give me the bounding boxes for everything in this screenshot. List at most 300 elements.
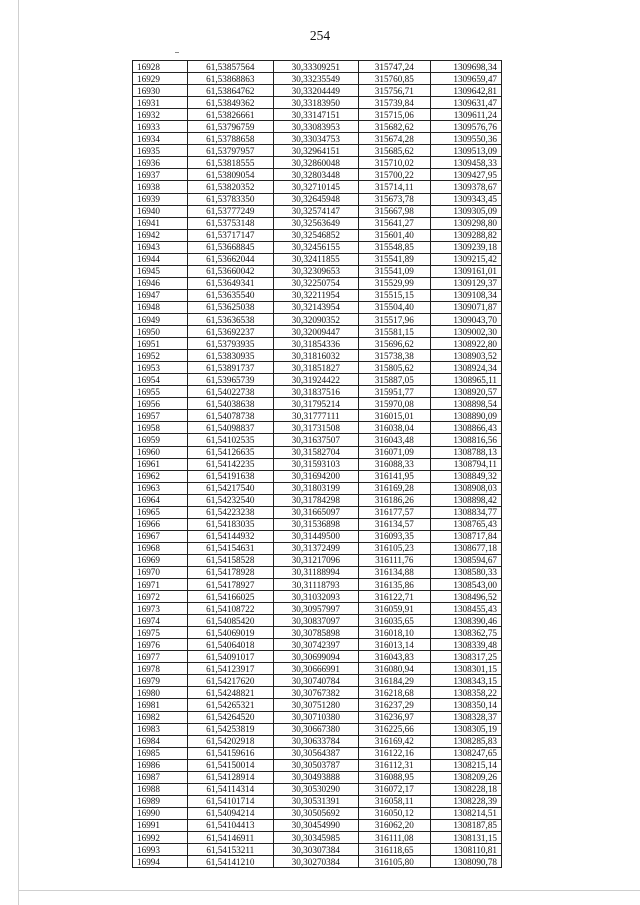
latitude-cell: 61,54141210 — [188, 856, 274, 868]
latitude-cell: 61,54126635 — [188, 446, 274, 458]
longitude-cell: 30,32546852 — [273, 229, 359, 241]
longitude-cell: 30,30454990 — [273, 819, 359, 831]
point-number-cell: 16994 — [133, 856, 188, 868]
y-coordinate-cell: 1308301,15 — [430, 663, 502, 675]
point-number-cell: 16992 — [133, 832, 188, 844]
y-coordinate-cell: 1308317,25 — [430, 651, 502, 663]
point-number-cell: 16949 — [133, 313, 188, 325]
table-row — [133, 795, 502, 807]
longitude-cell: 30,31372499 — [273, 542, 359, 554]
x-coordinate-cell: 315805,62 — [359, 362, 430, 374]
longitude-cell: 30,30633784 — [273, 735, 359, 747]
longitude-cell: 30,30740784 — [273, 675, 359, 687]
latitude-cell: 61,54153211 — [188, 844, 274, 856]
point-number-cell: 16964 — [133, 494, 188, 506]
table-row — [133, 121, 502, 133]
point-number-cell: 16956 — [133, 398, 188, 410]
longitude-cell: 30,30307384 — [273, 844, 359, 856]
table-row — [133, 446, 502, 458]
point-number-cell: 16978 — [133, 663, 188, 675]
x-coordinate-cell: 315641,27 — [359, 217, 430, 229]
point-number-cell: 16973 — [133, 603, 188, 615]
y-coordinate-cell: 1308834,77 — [430, 506, 502, 518]
x-coordinate-cell: 316134,57 — [359, 518, 430, 530]
longitude-cell: 30,30837097 — [273, 615, 359, 627]
x-coordinate-cell: 315517,96 — [359, 313, 430, 325]
x-coordinate-cell: 316080,94 — [359, 663, 430, 675]
x-coordinate-cell: 315674,28 — [359, 133, 430, 145]
longitude-cell: 30,32411855 — [273, 253, 359, 265]
latitude-cell: 61,53809054 — [188, 169, 274, 181]
x-coordinate-cell: 315970,08 — [359, 398, 430, 410]
latitude-cell: 61,53818555 — [188, 157, 274, 169]
y-coordinate-cell: 1308677,18 — [430, 542, 502, 554]
latitude-cell: 61,53797957 — [188, 145, 274, 157]
latitude-cell: 61,54078738 — [188, 410, 274, 422]
longitude-cell: 30,30503787 — [273, 759, 359, 771]
longitude-cell: 30,32309653 — [273, 265, 359, 277]
point-number-cell: 16984 — [133, 735, 188, 747]
y-coordinate-cell: 1308594,67 — [430, 554, 502, 566]
longitude-cell: 30,31665097 — [273, 506, 359, 518]
x-coordinate-cell: 316111,76 — [359, 554, 430, 566]
latitude-cell: 61,53793935 — [188, 338, 274, 350]
y-coordinate-cell: 1309427,95 — [430, 169, 502, 181]
point-number-cell: 16975 — [133, 627, 188, 639]
longitude-cell: 30,32250754 — [273, 277, 359, 289]
x-coordinate-cell: 315739,84 — [359, 97, 430, 109]
x-coordinate-cell: 316058,11 — [359, 795, 430, 807]
table-row — [133, 434, 502, 446]
x-coordinate-cell: 316112,31 — [359, 759, 430, 771]
latitude-cell: 61,54178927 — [188, 579, 274, 591]
latitude-cell: 61,53864762 — [188, 85, 274, 97]
latitude-cell: 61,54064018 — [188, 639, 274, 651]
table-row — [133, 699, 502, 711]
table-row — [133, 217, 502, 229]
latitude-cell: 61,53692237 — [188, 326, 274, 338]
table-row — [133, 229, 502, 241]
longitude-cell: 30,31032093 — [273, 591, 359, 603]
latitude-cell: 61,54166025 — [188, 591, 274, 603]
x-coordinate-cell: 315756,71 — [359, 85, 430, 97]
x-coordinate-cell: 315667,98 — [359, 205, 430, 217]
table-row — [133, 470, 502, 482]
table-row — [133, 759, 502, 771]
latitude-cell: 61,53636538 — [188, 313, 274, 325]
longitude-cell: 30,32803448 — [273, 169, 359, 181]
y-coordinate-cell: 1308496,52 — [430, 591, 502, 603]
y-coordinate-cell: 1308866,43 — [430, 422, 502, 434]
longitude-cell: 30,30530290 — [273, 783, 359, 795]
longitude-cell: 30,30751280 — [273, 699, 359, 711]
latitude-cell: 61,54191638 — [188, 470, 274, 482]
longitude-cell: 30,31637507 — [273, 434, 359, 446]
table-row — [133, 687, 502, 699]
y-coordinate-cell: 1308908,03 — [430, 482, 502, 494]
x-coordinate-cell: 316111,08 — [359, 832, 430, 844]
latitude-cell: 61,54128914 — [188, 771, 274, 783]
longitude-cell: 30,30345985 — [273, 832, 359, 844]
x-coordinate-cell: 315548,85 — [359, 241, 430, 253]
point-number-cell: 16953 — [133, 362, 188, 374]
point-number-cell: 16954 — [133, 374, 188, 386]
table-row — [133, 856, 502, 868]
latitude-cell: 61,54098837 — [188, 422, 274, 434]
latitude-cell: 61,54248821 — [188, 687, 274, 699]
latitude-cell: 61,54158528 — [188, 554, 274, 566]
latitude-cell: 61,54202918 — [188, 735, 274, 747]
point-number-cell: 16991 — [133, 819, 188, 831]
table-row — [133, 566, 502, 578]
longitude-cell: 30,32563649 — [273, 217, 359, 229]
table-row — [133, 458, 502, 470]
y-coordinate-cell: 1309698,34 — [430, 61, 502, 73]
x-coordinate-cell: 316122,71 — [359, 591, 430, 603]
longitude-cell: 30,31784298 — [273, 494, 359, 506]
x-coordinate-cell: 315685,62 — [359, 145, 430, 157]
latitude-cell: 61,53830935 — [188, 350, 274, 362]
y-coordinate-cell: 1308362,75 — [430, 627, 502, 639]
table-row — [133, 301, 502, 313]
table-row — [133, 844, 502, 856]
point-number-cell: 16941 — [133, 217, 188, 229]
x-coordinate-cell: 316118,65 — [359, 844, 430, 856]
longitude-cell: 30,32090352 — [273, 313, 359, 325]
y-coordinate-cell: 1308903,52 — [430, 350, 502, 362]
latitude-cell: 61,53826661 — [188, 109, 274, 121]
latitude-cell: 61,53660042 — [188, 265, 274, 277]
point-number-cell: 16976 — [133, 639, 188, 651]
point-number-cell: 16981 — [133, 699, 188, 711]
y-coordinate-cell: 1308358,22 — [430, 687, 502, 699]
x-coordinate-cell: 316237,29 — [359, 699, 430, 711]
latitude-cell: 61,53717147 — [188, 229, 274, 241]
longitude-cell: 30,31795214 — [273, 398, 359, 410]
y-coordinate-cell: 1308922,80 — [430, 338, 502, 350]
point-number-cell: 16986 — [133, 759, 188, 771]
longitude-cell: 30,30493888 — [273, 771, 359, 783]
longitude-cell: 30,31582704 — [273, 446, 359, 458]
longitude-cell: 30,33183950 — [273, 97, 359, 109]
y-coordinate-cell: 1308215,14 — [430, 759, 502, 771]
latitude-cell: 61,54146911 — [188, 832, 274, 844]
table-row — [133, 723, 502, 735]
latitude-cell: 61,54253819 — [188, 723, 274, 735]
x-coordinate-cell: 316093,35 — [359, 530, 430, 542]
longitude-cell: 30,31449500 — [273, 530, 359, 542]
point-number-cell: 16947 — [133, 289, 188, 301]
table-row — [133, 494, 502, 506]
latitude-cell: 61,53788658 — [188, 133, 274, 145]
latitude-cell: 61,54102535 — [188, 434, 274, 446]
longitude-cell: 30,31803199 — [273, 482, 359, 494]
point-number-cell: 16939 — [133, 193, 188, 205]
longitude-cell: 30,33034753 — [273, 133, 359, 145]
x-coordinate-cell: 316059,91 — [359, 603, 430, 615]
y-coordinate-cell: 1309288,82 — [430, 229, 502, 241]
x-coordinate-cell: 315515,15 — [359, 289, 430, 301]
point-number-cell: 16940 — [133, 205, 188, 217]
latitude-cell: 61,54038638 — [188, 398, 274, 410]
x-coordinate-cell: 315760,85 — [359, 73, 430, 85]
table-row — [133, 386, 502, 398]
x-coordinate-cell: 316013,14 — [359, 639, 430, 651]
longitude-cell: 30,33235549 — [273, 73, 359, 85]
longitude-cell: 30,30667380 — [273, 723, 359, 735]
x-coordinate-cell: 315738,38 — [359, 350, 430, 362]
longitude-cell: 30,31816032 — [273, 350, 359, 362]
longitude-cell: 30,31188994 — [273, 566, 359, 578]
latitude-cell: 61,54223238 — [188, 506, 274, 518]
longitude-cell: 30,31924422 — [273, 374, 359, 386]
x-coordinate-cell: 315504,40 — [359, 301, 430, 313]
table-row — [133, 169, 502, 181]
latitude-cell: 61,54150014 — [188, 759, 274, 771]
point-number-cell: 16943 — [133, 241, 188, 253]
latitude-cell: 61,53868863 — [188, 73, 274, 85]
table-row — [133, 362, 502, 374]
y-coordinate-cell: 1308455,43 — [430, 603, 502, 615]
latitude-cell: 61,54154631 — [188, 542, 274, 554]
longitude-cell: 30,31851827 — [273, 362, 359, 374]
latitude-cell: 61,54178928 — [188, 566, 274, 578]
y-coordinate-cell: 1308898,54 — [430, 398, 502, 410]
point-number-cell: 16929 — [133, 73, 188, 85]
table-row — [133, 819, 502, 831]
y-coordinate-cell: 1309378,67 — [430, 181, 502, 193]
latitude-cell: 61,53668845 — [188, 241, 274, 253]
x-coordinate-cell: 316088,95 — [359, 771, 430, 783]
table-row — [133, 663, 502, 675]
y-coordinate-cell: 1308350,14 — [430, 699, 502, 711]
x-coordinate-cell: 316035,65 — [359, 615, 430, 627]
y-coordinate-cell: 1308285,83 — [430, 735, 502, 747]
point-number-cell: 16972 — [133, 591, 188, 603]
longitude-cell: 30,32009447 — [273, 326, 359, 338]
y-coordinate-cell: 1308794,11 — [430, 458, 502, 470]
point-number-cell: 16950 — [133, 326, 188, 338]
table-row — [133, 265, 502, 277]
page-edge-bottom — [18, 890, 640, 891]
latitude-cell: 61,54104413 — [188, 819, 274, 831]
y-coordinate-cell: 1308765,43 — [430, 518, 502, 530]
y-coordinate-cell: 1308788,13 — [430, 446, 502, 458]
y-coordinate-cell: 1308110,81 — [430, 844, 502, 856]
y-coordinate-cell: 1308247,65 — [430, 747, 502, 759]
y-coordinate-cell: 1308390,46 — [430, 615, 502, 627]
y-coordinate-cell: 1308343,15 — [430, 675, 502, 687]
x-coordinate-cell: 316015,01 — [359, 410, 430, 422]
point-number-cell: 16966 — [133, 518, 188, 530]
x-coordinate-cell: 316062,20 — [359, 819, 430, 831]
x-coordinate-cell: 315714,11 — [359, 181, 430, 193]
y-coordinate-cell: 1308328,37 — [430, 711, 502, 723]
longitude-cell: 30,33147151 — [273, 109, 359, 121]
x-coordinate-cell: 315710,02 — [359, 157, 430, 169]
latitude-cell: 61,53857564 — [188, 61, 274, 73]
y-coordinate-cell: 1309550,36 — [430, 133, 502, 145]
longitude-cell: 30,32143954 — [273, 301, 359, 313]
point-number-cell: 16957 — [133, 410, 188, 422]
y-coordinate-cell: 1308849,32 — [430, 470, 502, 482]
y-coordinate-cell: 1309071,87 — [430, 301, 502, 313]
y-coordinate-cell: 1309576,76 — [430, 121, 502, 133]
latitude-cell: 61,54022738 — [188, 386, 274, 398]
longitude-cell: 30,31536898 — [273, 518, 359, 530]
point-number-cell: 16963 — [133, 482, 188, 494]
longitude-cell: 30,31694200 — [273, 470, 359, 482]
x-coordinate-cell: 316177,57 — [359, 506, 430, 518]
point-number-cell: 16985 — [133, 747, 188, 759]
latitude-cell: 61,54142235 — [188, 458, 274, 470]
y-coordinate-cell: 1309343,45 — [430, 193, 502, 205]
table-row — [133, 157, 502, 169]
table-row — [133, 482, 502, 494]
latitude-cell: 61,53649341 — [188, 277, 274, 289]
table-row — [133, 205, 502, 217]
point-number-cell: 16959 — [133, 434, 188, 446]
page-edge-left — [18, 0, 19, 905]
point-number-cell: 16933 — [133, 121, 188, 133]
longitude-cell: 30,31837516 — [273, 386, 359, 398]
latitude-cell: 61,53849362 — [188, 97, 274, 109]
point-number-cell: 16937 — [133, 169, 188, 181]
latitude-cell: 61,54264520 — [188, 711, 274, 723]
latitude-cell: 61,53662044 — [188, 253, 274, 265]
latitude-cell: 61,53635540 — [188, 289, 274, 301]
longitude-cell: 30,30666991 — [273, 663, 359, 675]
x-coordinate-cell: 315696,62 — [359, 338, 430, 350]
point-number-cell: 16930 — [133, 85, 188, 97]
latitude-cell: 61,54114314 — [188, 783, 274, 795]
point-number-cell: 16946 — [133, 277, 188, 289]
x-coordinate-cell: 316038,04 — [359, 422, 430, 434]
latitude-cell: 61,54108722 — [188, 603, 274, 615]
longitude-cell: 30,30785898 — [273, 627, 359, 639]
latitude-cell: 61,54085420 — [188, 615, 274, 627]
point-number-cell: 16977 — [133, 651, 188, 663]
y-coordinate-cell: 1308920,57 — [430, 386, 502, 398]
point-number-cell: 16970 — [133, 566, 188, 578]
table-row — [133, 554, 502, 566]
y-coordinate-cell: 1309631,47 — [430, 97, 502, 109]
table-row — [133, 591, 502, 603]
x-coordinate-cell: 316169,28 — [359, 482, 430, 494]
table-row — [133, 181, 502, 193]
point-number-cell: 16960 — [133, 446, 188, 458]
point-number-cell: 16989 — [133, 795, 188, 807]
longitude-cell: 30,30531391 — [273, 795, 359, 807]
longitude-cell: 30,32645948 — [273, 193, 359, 205]
point-number-cell: 16983 — [133, 723, 188, 735]
latitude-cell: 61,54183035 — [188, 518, 274, 530]
longitude-cell: 30,32710145 — [273, 181, 359, 193]
y-coordinate-cell: 1309043,70 — [430, 313, 502, 325]
table-row — [133, 338, 502, 350]
x-coordinate-cell: 316236,97 — [359, 711, 430, 723]
longitude-cell: 30,30710380 — [273, 711, 359, 723]
table-row — [133, 145, 502, 157]
table-row — [133, 651, 502, 663]
point-number-cell: 16967 — [133, 530, 188, 542]
table-row — [133, 61, 502, 73]
x-coordinate-cell: 316088,33 — [359, 458, 430, 470]
y-coordinate-cell: 1309129,37 — [430, 277, 502, 289]
table-row — [133, 109, 502, 121]
coordinates-table — [132, 60, 502, 868]
latitude-cell: 61,53891737 — [188, 362, 274, 374]
point-number-cell: 16968 — [133, 542, 188, 554]
latitude-cell: 61,54094214 — [188, 807, 274, 819]
x-coordinate-cell: 316050,12 — [359, 807, 430, 819]
table-row — [133, 241, 502, 253]
table-row — [133, 398, 502, 410]
point-number-cell: 16974 — [133, 615, 188, 627]
longitude-cell: 30,31118793 — [273, 579, 359, 591]
table-row — [133, 747, 502, 759]
x-coordinate-cell: 316105,23 — [359, 542, 430, 554]
table-row — [133, 253, 502, 265]
point-number-cell: 16980 — [133, 687, 188, 699]
longitude-cell: 30,32211954 — [273, 289, 359, 301]
table-row — [133, 771, 502, 783]
longitude-cell: 30,30957997 — [273, 603, 359, 615]
point-number-cell: 16948 — [133, 301, 188, 313]
point-number-cell: 16944 — [133, 253, 188, 265]
point-number-cell: 16938 — [133, 181, 188, 193]
table-row — [133, 350, 502, 362]
y-coordinate-cell: 1308898,42 — [430, 494, 502, 506]
table-row — [133, 289, 502, 301]
x-coordinate-cell: 315673,78 — [359, 193, 430, 205]
table-row — [133, 542, 502, 554]
point-number-cell: 16971 — [133, 579, 188, 591]
table-row — [133, 506, 502, 518]
longitude-cell: 30,32456155 — [273, 241, 359, 253]
point-number-cell: 16934 — [133, 133, 188, 145]
table-row — [133, 627, 502, 639]
point-number-cell: 16942 — [133, 229, 188, 241]
x-coordinate-cell: 316105,80 — [359, 856, 430, 868]
x-coordinate-cell: 316225,66 — [359, 723, 430, 735]
longitude-cell: 30,30742397 — [273, 639, 359, 651]
page-number: 254 — [309, 28, 331, 43]
point-number-cell: 16945 — [133, 265, 188, 277]
latitude-cell: 61,54101714 — [188, 795, 274, 807]
x-coordinate-cell: 315700,22 — [359, 169, 430, 181]
longitude-cell: 30,32574147 — [273, 205, 359, 217]
latitude-cell: 61,53753148 — [188, 217, 274, 229]
point-number-cell: 16988 — [133, 783, 188, 795]
x-coordinate-cell: 315887,05 — [359, 374, 430, 386]
latitude-cell: 61,54069019 — [188, 627, 274, 639]
x-coordinate-cell: 315601,40 — [359, 229, 430, 241]
longitude-cell: 30,30270384 — [273, 856, 359, 868]
y-coordinate-cell: 1309108,34 — [430, 289, 502, 301]
x-coordinate-cell: 316122,16 — [359, 747, 430, 759]
y-coordinate-cell: 1308131,15 — [430, 832, 502, 844]
table-row — [133, 97, 502, 109]
y-coordinate-cell: 1308543,00 — [430, 579, 502, 591]
y-coordinate-cell: 1308717,84 — [430, 530, 502, 542]
y-coordinate-cell: 1309215,42 — [430, 253, 502, 265]
table-row — [133, 277, 502, 289]
y-coordinate-cell: 1309161,01 — [430, 265, 502, 277]
x-coordinate-cell: 315682,62 — [359, 121, 430, 133]
x-coordinate-cell: 316043,48 — [359, 434, 430, 446]
point-number-cell: 16955 — [133, 386, 188, 398]
